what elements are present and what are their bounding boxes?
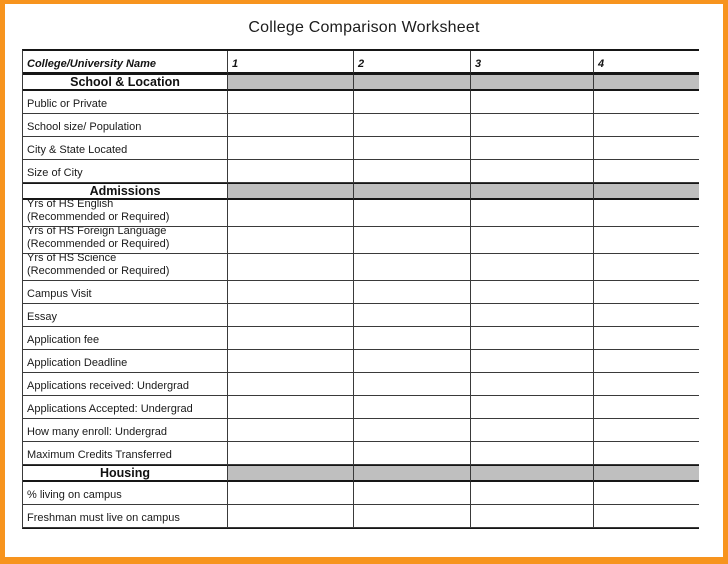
worksheet-cell	[228, 254, 354, 281]
worksheet-cell	[228, 419, 354, 442]
worksheet-cell	[471, 227, 594, 254]
section-title-cell	[23, 74, 228, 91]
page-title: College Comparison Worksheet	[248, 19, 480, 36]
worksheet-cell	[594, 419, 699, 442]
row-label-cell	[23, 419, 228, 442]
column-number: 2	[358, 58, 365, 70]
row-label-cell	[23, 114, 228, 137]
row-label: Freshman must live on campus	[27, 512, 180, 524]
worksheet-cell	[228, 304, 354, 327]
table-row	[23, 200, 699, 227]
row-label: Applications received: Undergrad	[27, 380, 190, 392]
row-label-cell	[23, 327, 228, 350]
row-label: Applications Accepted: Undergrad	[27, 403, 193, 415]
column-number: 1	[232, 58, 239, 70]
section-title: Admissions	[89, 184, 161, 198]
row-label-cell	[23, 350, 228, 373]
worksheet-cell	[354, 442, 471, 465]
worksheet-cell	[354, 114, 471, 137]
column-number: 4	[598, 58, 605, 70]
table-row	[23, 505, 699, 528]
worksheet-cell	[228, 200, 354, 227]
row-label: Application fee	[27, 334, 100, 346]
section-fill-cell	[594, 74, 699, 91]
worksheet-cell	[354, 482, 471, 505]
section-fill-cell	[594, 465, 699, 482]
worksheet-cell	[594, 91, 699, 114]
section-title: Housing	[100, 466, 150, 480]
section-fill-cell	[594, 183, 699, 200]
worksheet-cell	[594, 327, 699, 350]
worksheet-cell	[228, 91, 354, 114]
worksheet-cell	[471, 91, 594, 114]
worksheet-cell	[594, 200, 699, 227]
worksheet-cell	[471, 254, 594, 281]
table-row	[23, 482, 699, 505]
worksheet-cell	[354, 396, 471, 419]
row-label: Yrs of HS English	[27, 200, 114, 210]
row-label-cell	[23, 254, 228, 281]
worksheet-cell	[471, 442, 594, 465]
row-sublabel: (Recommended or Required)	[27, 211, 170, 223]
worksheet-cell	[354, 505, 471, 528]
row-label: School size/ Population	[27, 121, 142, 133]
worksheet-cell	[354, 350, 471, 373]
row-label-cell	[23, 200, 228, 227]
table-row	[23, 304, 699, 327]
worksheet-cell	[471, 304, 594, 327]
worksheet-cell	[594, 114, 699, 137]
row-label: How many enroll: Undergrad	[27, 426, 168, 438]
worksheet-cell	[228, 442, 354, 465]
header-col-1	[228, 51, 354, 74]
row-label-cell	[23, 281, 228, 304]
row-label-cell	[23, 91, 228, 114]
worksheet-cell	[354, 281, 471, 304]
row-label: Size of City	[27, 167, 83, 179]
row-label-cell	[23, 482, 228, 505]
worksheet-cell	[471, 396, 594, 419]
worksheet-cell	[594, 137, 699, 160]
table-body	[23, 74, 699, 528]
comparison-table	[22, 49, 699, 529]
section-fill-cell	[471, 183, 594, 200]
worksheet-cell	[594, 304, 699, 327]
section-row	[23, 74, 699, 91]
worksheet-cell	[594, 350, 699, 373]
row-label: Application Deadline	[27, 357, 128, 369]
worksheet-cell	[354, 373, 471, 396]
worksheet-cell	[594, 281, 699, 304]
row-label: Campus Visit	[27, 288, 92, 300]
header-name-cell	[23, 51, 228, 74]
section-title-cell	[23, 465, 228, 482]
section-fill-cell	[354, 74, 471, 91]
table-row	[23, 419, 699, 442]
row-label: Public or Private	[27, 98, 108, 110]
table-row	[23, 373, 699, 396]
worksheet-cell	[471, 281, 594, 304]
worksheet-cell	[228, 137, 354, 160]
worksheet-cell	[594, 254, 699, 281]
worksheet-cell	[594, 160, 699, 183]
worksheet-cell	[228, 281, 354, 304]
section-fill-cell	[228, 183, 354, 200]
table-row	[23, 160, 699, 183]
section-title-cell	[23, 183, 228, 200]
table-row	[23, 281, 699, 304]
worksheet-cell	[594, 482, 699, 505]
table-row	[23, 350, 699, 373]
header-col-2	[354, 51, 471, 74]
table-row	[23, 327, 699, 350]
worksheet-cell	[471, 505, 594, 528]
worksheet-cell	[228, 160, 354, 183]
row-label-cell	[23, 442, 228, 465]
section-fill-cell	[471, 465, 594, 482]
worksheet-cell	[354, 304, 471, 327]
worksheet-cell	[228, 350, 354, 373]
worksheet-cell	[471, 350, 594, 373]
worksheet-cell	[594, 442, 699, 465]
section-fill-cell	[471, 74, 594, 91]
row-sublabel: (Recommended or Required)	[27, 265, 170, 277]
worksheet-cell	[354, 160, 471, 183]
worksheet-cell	[471, 160, 594, 183]
row-label-cell	[23, 160, 228, 183]
worksheet-cell	[471, 114, 594, 137]
worksheet-cell	[228, 396, 354, 419]
table-row	[23, 227, 699, 254]
header-name-label: College/University Name	[27, 58, 156, 70]
worksheet-cell	[471, 200, 594, 227]
worksheet-cell	[228, 227, 354, 254]
row-label-cell	[23, 137, 228, 160]
worksheet-cell	[354, 327, 471, 350]
worksheet-cell	[594, 373, 699, 396]
section-fill-cell	[228, 465, 354, 482]
worksheet-cell	[471, 373, 594, 396]
worksheet-cell	[594, 396, 699, 419]
column-number: 3	[475, 58, 482, 70]
table-row	[23, 442, 699, 465]
table-header-row	[23, 51, 699, 74]
worksheet-cell	[228, 373, 354, 396]
row-label-cell	[23, 396, 228, 419]
worksheet-cell	[471, 482, 594, 505]
table-row	[23, 91, 699, 114]
table-row	[23, 254, 699, 281]
row-label-cell	[23, 373, 228, 396]
row-label-cell	[23, 304, 228, 327]
worksheet-cell	[354, 137, 471, 160]
worksheet-cell	[354, 91, 471, 114]
table-row	[23, 137, 699, 160]
worksheet-cell	[594, 227, 699, 254]
section-row	[23, 183, 699, 200]
row-label-cell	[23, 505, 228, 528]
worksheet-cell	[228, 482, 354, 505]
row-label: Essay	[27, 311, 57, 323]
worksheet-cell	[228, 505, 354, 528]
section-fill-cell	[228, 74, 354, 91]
worksheet-cell	[354, 200, 471, 227]
row-sublabel: (Recommended or Required)	[27, 238, 170, 250]
row-label: City & State Located	[27, 144, 128, 156]
worksheet-cell	[471, 327, 594, 350]
section-fill-cell	[354, 183, 471, 200]
row-label: Yrs of HS Science	[27, 254, 117, 264]
worksheet-cell	[354, 254, 471, 281]
worksheet-cell	[471, 419, 594, 442]
section-row	[23, 465, 699, 482]
header-col-3	[471, 51, 594, 74]
worksheet-cell	[354, 419, 471, 442]
row-label: Maximum Credits Transferred	[27, 449, 172, 461]
row-label-cell	[23, 227, 228, 254]
worksheet-cell	[228, 114, 354, 137]
worksheet-cell	[228, 327, 354, 350]
header-col-4	[594, 51, 699, 74]
section-fill-cell	[354, 465, 471, 482]
row-label: % living on campus	[27, 489, 122, 501]
table-row	[23, 114, 699, 137]
worksheet-cell	[471, 137, 594, 160]
worksheet-cell	[594, 505, 699, 528]
table-row	[23, 396, 699, 419]
section-title: School & Location	[70, 75, 180, 89]
worksheet-cell	[354, 227, 471, 254]
row-label: Yrs of HS Foreign Language	[27, 227, 167, 237]
